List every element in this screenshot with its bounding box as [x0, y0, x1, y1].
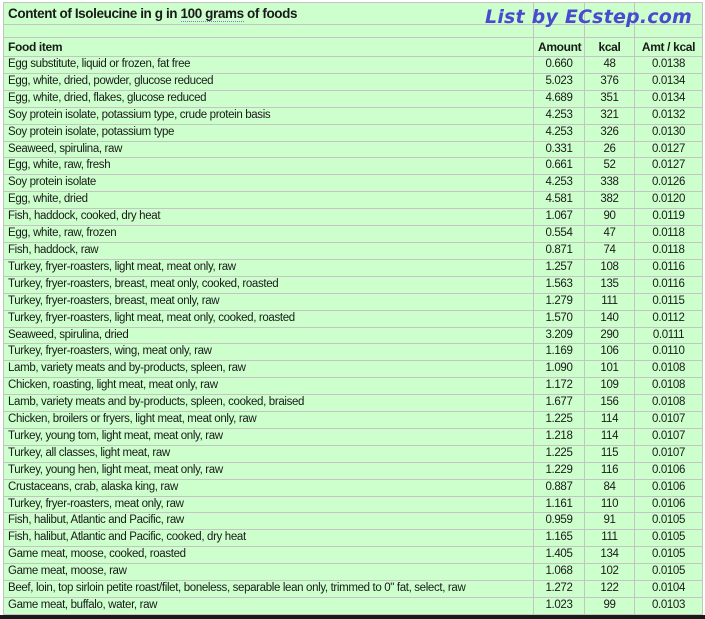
- food-item-cell: Beef, loin, top sirloin petite roast/filet, boneless, separable lean only, trimmed to 0" fat, select, raw: [4, 581, 534, 598]
- food-item-cell: Fish, haddock, raw: [4, 242, 534, 259]
- table-row: [4, 598, 703, 615]
- column-header-amount: Amount: [534, 38, 585, 57]
- amt-per-kcal-cell: 0.0115: [635, 293, 703, 310]
- kcal-cell: 110: [585, 496, 635, 513]
- table-row: [4, 259, 703, 276]
- amt-per-kcal-cell: 0.0120: [635, 192, 703, 209]
- table-row: [4, 242, 703, 259]
- food-item-cell: Seaweed, spirulina, raw: [4, 141, 534, 158]
- amt-per-kcal-cell: 0.0105: [635, 547, 703, 564]
- food-item-cell: Game meat, buffalo, water, raw: [4, 598, 534, 615]
- amount-cell: 1.090: [534, 361, 585, 378]
- food-item-cell: Crustaceans, crab, alaska king, raw: [4, 479, 534, 496]
- table-row: [4, 107, 703, 124]
- kcal-cell: 99: [585, 598, 635, 615]
- table-row: [4, 175, 703, 192]
- table-row: [4, 327, 703, 344]
- column-header-kcal: kcal: [585, 38, 635, 57]
- table-row: [4, 479, 703, 496]
- kcal-cell: 351: [585, 90, 635, 107]
- kcal-cell: 52: [585, 158, 635, 175]
- amt-per-kcal-cell: 0.0108: [635, 378, 703, 395]
- amt-per-kcal-cell: 0.0127: [635, 141, 703, 158]
- amount-cell: 1.563: [534, 276, 585, 293]
- spacer-cell: [4, 25, 534, 38]
- food-item-cell: Fish, halibut, Atlantic and Pacific, raw: [4, 513, 534, 530]
- amount-cell: 4.689: [534, 90, 585, 107]
- food-item-cell: Game meat, moose, raw: [4, 564, 534, 581]
- amt-per-kcal-cell: 0.0103: [635, 598, 703, 615]
- amount-cell: 1.161: [534, 496, 585, 513]
- amount-cell: 0.331: [534, 141, 585, 158]
- amt-per-kcal-cell: 0.0118: [635, 242, 703, 259]
- amount-cell: 1.272: [534, 581, 585, 598]
- amount-cell: 4.581: [534, 192, 585, 209]
- amt-per-kcal-cell: 0.0105: [635, 530, 703, 547]
- food-item-cell: Seaweed, spirulina, dried: [4, 327, 534, 344]
- amt-per-kcal-cell: 0.0132: [635, 107, 703, 124]
- page-title: [4, 3, 534, 25]
- food-item-cell: Soy protein isolate, potassium type: [4, 124, 534, 141]
- amount-cell: 1.279: [534, 293, 585, 310]
- isoleucine-food-table-sheet: [3, 2, 702, 615]
- amt-per-kcal-cell: 0.0104: [635, 581, 703, 598]
- amount-cell: 1.068: [534, 564, 585, 581]
- table-row: [4, 90, 703, 107]
- table-row: [4, 158, 703, 175]
- food-item-cell: Turkey, fryer-roasters, meat only, raw: [4, 496, 534, 513]
- food-item-cell: Soy protein isolate, potassium type, crude protein basis: [4, 107, 534, 124]
- food-item-cell: Egg, white, raw, fresh: [4, 158, 534, 175]
- amt-per-kcal-cell: 0.0130: [635, 124, 703, 141]
- food-item-cell: Turkey, fryer-roasters, light meat, meat only, cooked, roasted: [4, 310, 534, 327]
- table-row: [4, 344, 703, 361]
- table-row: [4, 293, 703, 310]
- amount-cell: 1.229: [534, 462, 585, 479]
- amt-per-kcal-cell: 0.0126: [635, 175, 703, 192]
- table-row: [4, 462, 703, 479]
- table-row: [4, 57, 703, 74]
- kcal-cell: 101: [585, 361, 635, 378]
- amt-per-kcal-cell: 0.0108: [635, 395, 703, 412]
- food-item-cell: Soy protein isolate: [4, 175, 534, 192]
- amt-per-kcal-cell: 0.0112: [635, 310, 703, 327]
- amt-per-kcal-cell: 0.0106: [635, 496, 703, 513]
- amt-per-kcal-cell: 0.0138: [635, 57, 703, 74]
- food-item-cell: Turkey, fryer-roasters, wing, meat only, raw: [4, 344, 534, 361]
- amt-per-kcal-cell: 0.0111: [635, 327, 703, 344]
- table-row: [4, 361, 703, 378]
- amt-per-kcal-cell: 0.0108: [635, 361, 703, 378]
- kcal-cell: 376: [585, 73, 635, 90]
- kcal-cell: 74: [585, 242, 635, 259]
- amount-cell: 1.172: [534, 378, 585, 395]
- kcal-cell: 140: [585, 310, 635, 327]
- table-row: [4, 141, 703, 158]
- amount-cell: 0.660: [534, 57, 585, 74]
- amt-per-kcal-cell: 0.0134: [635, 73, 703, 90]
- kcal-cell: 156: [585, 395, 635, 412]
- bottom-border: [0, 615, 705, 619]
- amt-per-kcal-cell: 0.0106: [635, 479, 703, 496]
- kcal-cell: 382: [585, 192, 635, 209]
- amt-per-kcal-cell: 0.0106: [635, 462, 703, 479]
- brand-watermark: List by ECstep.com: [485, 6, 692, 28]
- amount-cell: 5.023: [534, 73, 585, 90]
- amount-cell: 1.570: [534, 310, 585, 327]
- amt-per-kcal-cell: 0.0116: [635, 259, 703, 276]
- amt-per-kcal-cell: 0.0119: [635, 209, 703, 226]
- kcal-cell: 48: [585, 57, 635, 74]
- kcal-cell: 114: [585, 428, 635, 445]
- kcal-cell: 122: [585, 581, 635, 598]
- table-row: [4, 428, 703, 445]
- amount-cell: 1.677: [534, 395, 585, 412]
- column-header-amt-per-kcal: Amt / kcal: [635, 38, 703, 57]
- table-row: [4, 192, 703, 209]
- kcal-cell: 321: [585, 107, 635, 124]
- amount-cell: 1.165: [534, 530, 585, 547]
- food-item-cell: Lamb, variety meats and by-products, spleen, raw: [4, 361, 534, 378]
- kcal-cell: 90: [585, 209, 635, 226]
- title-suffix: of foods: [243, 6, 298, 21]
- table-row: [4, 395, 703, 412]
- amt-per-kcal-cell: 0.0110: [635, 344, 703, 361]
- kcal-cell: 135: [585, 276, 635, 293]
- amt-per-kcal-cell: 0.0107: [635, 445, 703, 462]
- kcal-cell: 102: [585, 564, 635, 581]
- amount-cell: 1.023: [534, 598, 585, 615]
- amt-per-kcal-cell: 0.0116: [635, 276, 703, 293]
- kcal-cell: 26: [585, 141, 635, 158]
- title-prefix: Content of Isoleucine in g in: [8, 6, 181, 21]
- food-item-cell: Game meat, moose, cooked, roasted: [4, 547, 534, 564]
- table-row: [4, 310, 703, 327]
- table-row: [4, 226, 703, 243]
- amount-cell: 0.887: [534, 479, 585, 496]
- amount-cell: 1.169: [534, 344, 585, 361]
- table-row: [4, 581, 703, 598]
- amount-cell: 4.253: [534, 175, 585, 192]
- amt-per-kcal-cell: 0.0127: [635, 158, 703, 175]
- food-item-cell: Egg, white, dried: [4, 192, 534, 209]
- title-link-100-grams[interactable]: 100 grams: [180, 6, 244, 21]
- amount-cell: 4.253: [534, 124, 585, 141]
- kcal-cell: 47: [585, 226, 635, 243]
- kcal-cell: 84: [585, 479, 635, 496]
- food-item-cell: Egg substitute, liquid or frozen, fat free: [4, 57, 534, 74]
- amount-cell: 3.209: [534, 327, 585, 344]
- amount-cell: 1.067: [534, 209, 585, 226]
- table-row: [4, 412, 703, 429]
- food-item-cell: Lamb, variety meats and by-products, spleen, cooked, braised: [4, 395, 534, 412]
- food-table: [3, 2, 703, 615]
- table-row: [4, 564, 703, 581]
- kcal-cell: 116: [585, 462, 635, 479]
- kcal-cell: 114: [585, 412, 635, 429]
- amount-cell: 4.253: [534, 107, 585, 124]
- amount-cell: 1.225: [534, 412, 585, 429]
- kcal-cell: 134: [585, 547, 635, 564]
- table-row: [4, 496, 703, 513]
- amount-cell: 1.218: [534, 428, 585, 445]
- food-item-cell: Egg, white, dried, powder, glucose reduced: [4, 73, 534, 90]
- food-item-cell: Turkey, fryer-roasters, breast, meat only, cooked, roasted: [4, 276, 534, 293]
- table-row: [4, 209, 703, 226]
- table-row: [4, 378, 703, 395]
- kcal-cell: 326: [585, 124, 635, 141]
- food-item-cell: Turkey, young hen, light meat, meat only, raw: [4, 462, 534, 479]
- header-row: [4, 38, 703, 57]
- amount-cell: 0.959: [534, 513, 585, 530]
- table-row: [4, 513, 703, 530]
- table-row: [4, 547, 703, 564]
- food-item-cell: Egg, white, dried, flakes, glucose reduced: [4, 90, 534, 107]
- kcal-cell: 111: [585, 530, 635, 547]
- food-item-cell: Turkey, fryer-roasters, light meat, meat only, raw: [4, 259, 534, 276]
- food-item-cell: Fish, haddock, cooked, dry heat: [4, 209, 534, 226]
- amount-cell: 0.661: [534, 158, 585, 175]
- kcal-cell: 106: [585, 344, 635, 361]
- table-row: [4, 445, 703, 462]
- food-item-cell: Chicken, broilers or fryers, light meat, meat only, raw: [4, 412, 534, 429]
- kcal-cell: 109: [585, 378, 635, 395]
- table-row: [4, 276, 703, 293]
- kcal-cell: 91: [585, 513, 635, 530]
- food-item-cell: Turkey, all classes, light meat, raw: [4, 445, 534, 462]
- amt-per-kcal-cell: 0.0107: [635, 412, 703, 429]
- column-header-food-item: Food item: [4, 38, 534, 57]
- table-row: [4, 124, 703, 141]
- amt-per-kcal-cell: 0.0105: [635, 564, 703, 581]
- amount-cell: 0.871: [534, 242, 585, 259]
- kcal-cell: 338: [585, 175, 635, 192]
- food-item-cell: Turkey, fryer-roasters, breast, meat only, raw: [4, 293, 534, 310]
- amount-cell: 1.225: [534, 445, 585, 462]
- food-item-cell: Egg, white, raw, frozen: [4, 226, 534, 243]
- table-row: [4, 73, 703, 90]
- kcal-cell: 108: [585, 259, 635, 276]
- amount-cell: 0.554: [534, 226, 585, 243]
- food-item-cell: Chicken, roasting, light meat, meat only, raw: [4, 378, 534, 395]
- kcal-cell: 290: [585, 327, 635, 344]
- amt-per-kcal-cell: 0.0105: [635, 513, 703, 530]
- amt-per-kcal-cell: 0.0134: [635, 90, 703, 107]
- amount-cell: 1.405: [534, 547, 585, 564]
- food-item-cell: Turkey, young tom, light meat, meat only, raw: [4, 428, 534, 445]
- amt-per-kcal-cell: 0.0107: [635, 428, 703, 445]
- food-item-cell: Fish, halibut, Atlantic and Pacific, cooked, dry heat: [4, 530, 534, 547]
- amt-per-kcal-cell: 0.0118: [635, 226, 703, 243]
- kcal-cell: 111: [585, 293, 635, 310]
- table-row: [4, 530, 703, 547]
- kcal-cell: 115: [585, 445, 635, 462]
- amount-cell: 1.257: [534, 259, 585, 276]
